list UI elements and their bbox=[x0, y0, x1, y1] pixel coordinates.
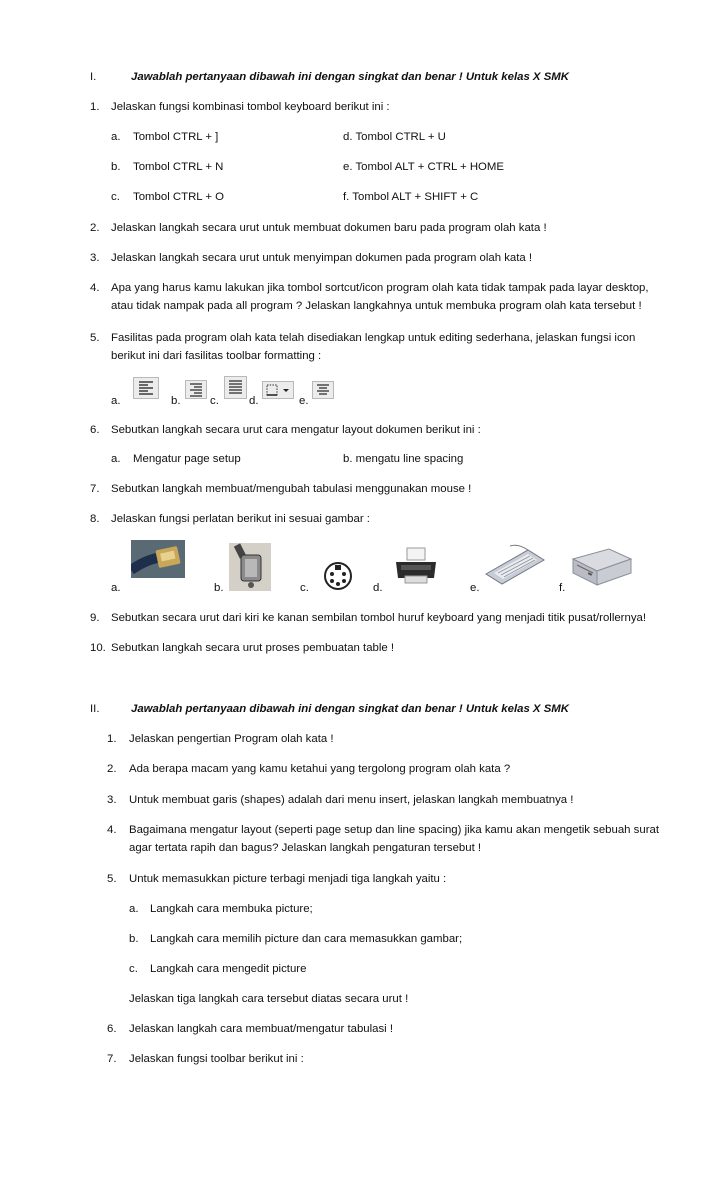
q8d-label: d. bbox=[373, 582, 383, 594]
s2q1-text: Jelaskan pengertian Program olah kata ! bbox=[129, 733, 334, 745]
q4-text-line2: atau tidak nampak pada all program ? Jelaskan langkahnya untuk membuka program olah kata tersebut ! bbox=[111, 300, 642, 312]
align-center-icon bbox=[312, 381, 334, 399]
s2q7-number: 7. bbox=[107, 1053, 117, 1065]
s2q5b-label: b. bbox=[129, 933, 139, 945]
q1c-label: c. bbox=[111, 191, 120, 203]
q7-text: Sebutkan langkah membuat/mengubah tabulasi menggunakan mouse ! bbox=[111, 483, 472, 495]
q6b-text: b. mengatu line spacing bbox=[343, 453, 464, 465]
q9-text: Sebutkan secara urut dari kiri ke kanan sembilan tombol huruf keyboard yang menjadi titik pusat/rollernya! bbox=[111, 612, 647, 624]
justify-icon bbox=[224, 376, 247, 399]
keyboard-icon bbox=[484, 544, 546, 588]
s2q1-number: 1. bbox=[107, 733, 117, 745]
q8b-label: b. bbox=[214, 582, 224, 594]
cd-drive-icon bbox=[571, 547, 633, 587]
q8f-label: f. bbox=[559, 582, 566, 594]
q5c-label: c. bbox=[210, 395, 219, 407]
s2q5-number: 5. bbox=[107, 873, 117, 885]
section1-title: Jawablah pertanyaan dibawah ini dengan singkat dan benar ! Untuk kelas X SMK bbox=[131, 71, 570, 83]
s2q5b-text: Langkah cara memilih picture dan cara memasukkan gambar; bbox=[150, 933, 463, 945]
q8a-label: a. bbox=[111, 582, 121, 594]
q1b-text: Tombol CTRL + N bbox=[133, 161, 224, 173]
q6-text: Sebutkan langkah secara urut cara mengatur layout dokumen berikut ini : bbox=[111, 424, 481, 436]
q2-number: 2. bbox=[90, 222, 100, 234]
q5-text-line1: Fasilitas pada program olah kata telah disediakan lengkap untuk editing sederhana, jelaskan fungsi icon bbox=[111, 332, 636, 344]
q1-text: Jelaskan fungsi kombinasi tombol keyboard berikut ini : bbox=[111, 101, 390, 113]
s2q6-number: 6. bbox=[107, 1023, 117, 1035]
q10-number: 10. bbox=[90, 642, 106, 654]
s2q3-text: Untuk membuat garis (shapes) adalah dari menu insert, jelaskan langkah membuatnya ! bbox=[129, 794, 574, 806]
q5-text-line2: berikut ini dari fasilitas toolbar formatting : bbox=[111, 350, 322, 362]
q1-number: 1. bbox=[90, 101, 100, 113]
q4-text-line1: Apa yang harus kamu lakukan jika tombol sortcut/icon program olah kata tidak tampak pada layar desktop, bbox=[111, 282, 649, 294]
align-right-icon bbox=[185, 380, 207, 399]
q10-text: Sebutkan langkah secara urut proses pembuatan table ! bbox=[111, 642, 395, 654]
q1a-text: Tombol CTRL + ] bbox=[133, 131, 219, 143]
printer-icon bbox=[393, 546, 439, 586]
q6a-text: Mengatur page setup bbox=[133, 453, 241, 465]
q5d-label: d. bbox=[249, 395, 259, 407]
section1-numeral: I. bbox=[90, 71, 97, 83]
q1f-text: f. Tombol ALT + SHIFT + C bbox=[343, 191, 479, 203]
q1e-text: e. Tombol ALT + CTRL + HOME bbox=[343, 161, 505, 173]
usb-cable-icon bbox=[131, 540, 185, 578]
s2q4-text-line1: Bagaimana mengatur layout (seperti page setup dan line spacing) jika kamu akan mengetik sebuah surat bbox=[129, 824, 659, 836]
s2q5c-label: c. bbox=[129, 963, 138, 975]
s2q5a-label: a. bbox=[129, 903, 139, 915]
q1c-text: Tombol CTRL + O bbox=[133, 191, 225, 203]
borders-icon bbox=[262, 381, 294, 399]
s2q6-text: Jelaskan langkah cara membuat/mengatur tabulasi ! bbox=[129, 1023, 394, 1035]
s2q5c-text: Langkah cara mengedit picture bbox=[150, 963, 307, 975]
s2q5a-text: Langkah cara membuka picture; bbox=[150, 903, 313, 915]
q5a-label: a. bbox=[111, 395, 121, 407]
s2q5-text: Untuk memasukkan picture terbagi menjadi tiga langkah yaitu : bbox=[129, 873, 447, 885]
q3-number: 3. bbox=[90, 252, 100, 264]
s2q2-number: 2. bbox=[107, 763, 117, 775]
q8-text: Jelaskan fungsi perlatan berikut ini sesuai gambar : bbox=[111, 513, 370, 525]
q7-number: 7. bbox=[90, 483, 100, 495]
q5b-label: b. bbox=[171, 395, 181, 407]
q1b-label: b. bbox=[111, 161, 121, 173]
s2q7-text: Jelaskan fungsi toolbar berikut ini : bbox=[129, 1053, 304, 1065]
q6a-label: a. bbox=[111, 453, 121, 465]
q8c-label: c. bbox=[300, 582, 309, 594]
q1a-label: a. bbox=[111, 131, 121, 143]
q1d-text: d. Tombol CTRL + U bbox=[343, 131, 446, 143]
s2q5-note: Jelaskan tiga langkah cara tersebut diatas secara urut ! bbox=[129, 993, 409, 1005]
parallel-connector-icon bbox=[229, 543, 271, 591]
q5-number: 5. bbox=[90, 332, 100, 344]
section2-title: Jawablah pertanyaan dibawah ini dengan singkat dan benar ! Untuk kelas X SMK bbox=[131, 703, 570, 715]
q6-number: 6. bbox=[90, 424, 100, 436]
s2q2-text: Ada berapa macam yang kamu ketahui yang tergolong program olah kata ? bbox=[129, 763, 511, 775]
s2q4-text-line2: agar tertata rapih dan bagus? Jelaskan langkah pengaturan tersebut ! bbox=[129, 842, 482, 854]
q5e-label: e. bbox=[299, 395, 309, 407]
q4-number: 4. bbox=[90, 282, 100, 294]
q8e-label: e. bbox=[470, 582, 480, 594]
ps2-port-icon bbox=[322, 561, 354, 591]
q2-text: Jelaskan langkah secara urut untuk membuat dokumen baru pada program olah kata ! bbox=[111, 222, 547, 234]
s2q4-number: 4. bbox=[107, 824, 117, 836]
q9-number: 9. bbox=[90, 612, 100, 624]
align-left-icon bbox=[133, 377, 159, 399]
q8-number: 8. bbox=[90, 513, 100, 525]
s2q3-number: 3. bbox=[107, 794, 117, 806]
section2-numeral: II. bbox=[90, 703, 100, 715]
q3-text: Jelaskan langkah secara urut untuk menyimpan dokumen pada program olah kata ! bbox=[111, 252, 533, 264]
